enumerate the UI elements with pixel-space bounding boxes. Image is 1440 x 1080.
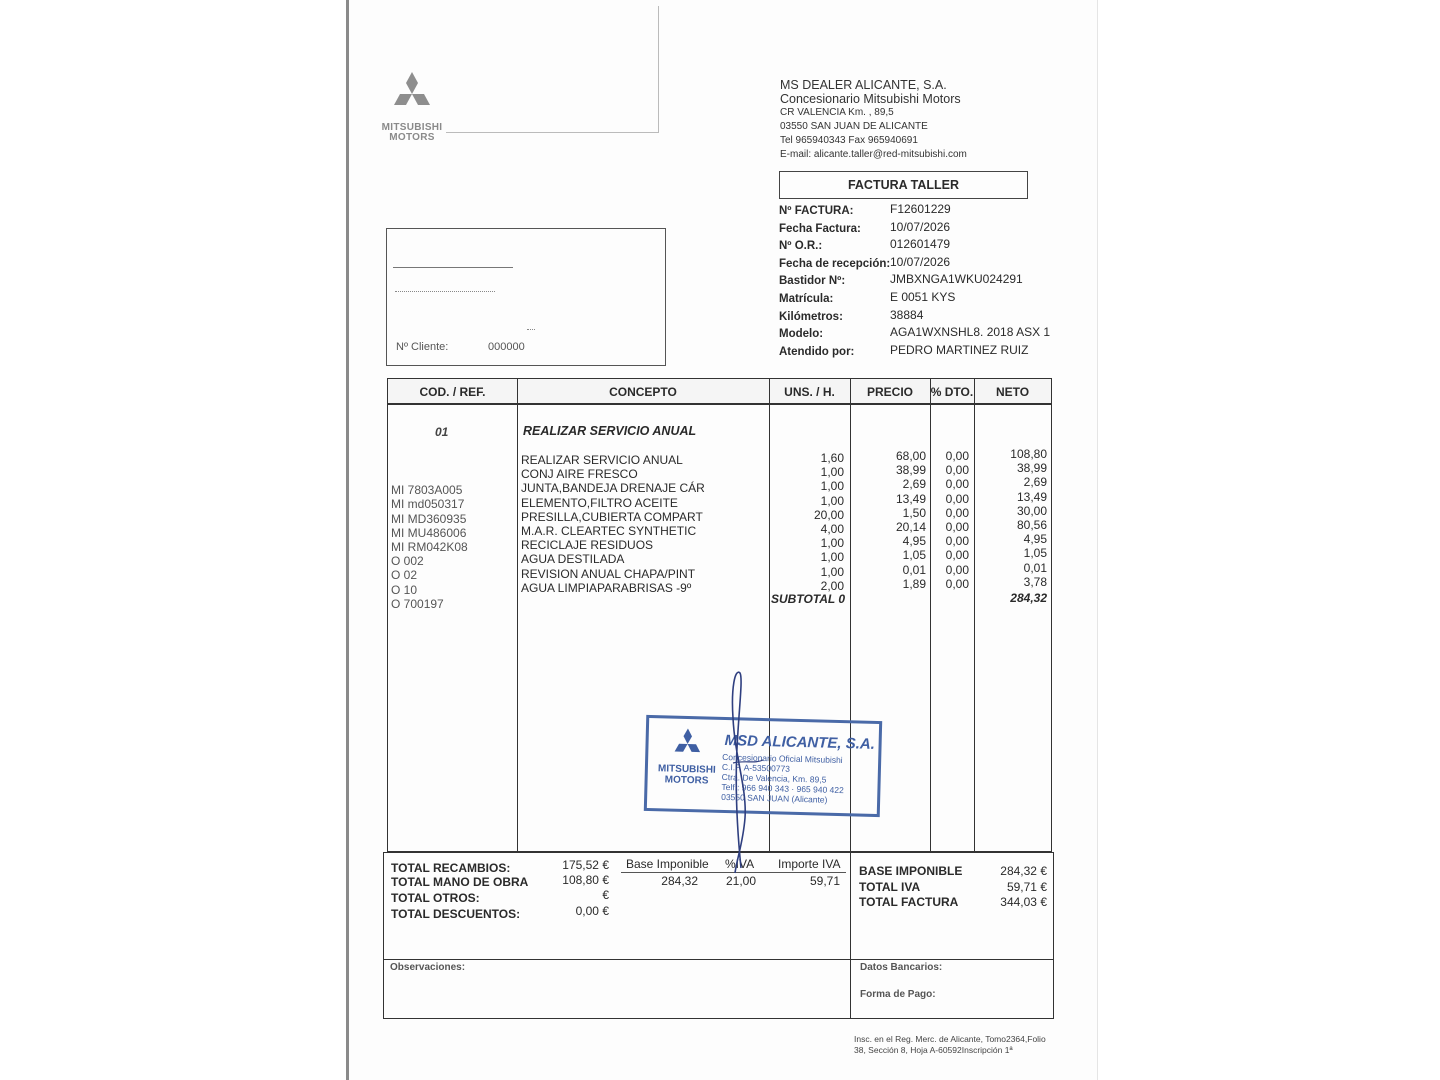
row-net: 1,05 (1023, 546, 1047, 561)
row-net: 108,80 (1010, 447, 1047, 461)
row-net: 4,95 (1023, 532, 1047, 547)
row-units: 2,00 (820, 578, 844, 593)
vat-base-value: 284,32 (661, 874, 698, 888)
row-dto: 0,00 (945, 491, 969, 506)
redacted-client-line (393, 267, 513, 276)
section-title: REALIZAR SERVICIO ANUAL (523, 424, 697, 438)
mitsubishi-diamonds-icon (384, 70, 440, 118)
dealer-name: MS DEALER ALICANTE, S.A. (780, 78, 947, 92)
total-descuentos-value: 0,00 € (575, 904, 609, 918)
vat-pct-header: %IVA (725, 857, 755, 871)
row-concept: PRESILLA,CUBIERTA COMPART (521, 509, 703, 524)
total-mano-obra-value: 108,80 € (562, 873, 609, 887)
stamp-logo (653, 726, 721, 787)
stamp-diamonds-icon (667, 726, 708, 761)
vat-pct-value: 21,00 (725, 874, 756, 888)
row-ref: MI 7803A005 (391, 483, 463, 498)
base-imponible-value: 284,32 € (1000, 864, 1047, 878)
row-ref: MI MD360935 (391, 511, 467, 526)
stamp-line3: Ctra. De Valencia, Km. 89,5 (721, 771, 827, 785)
meta-label: Modelo: (779, 328, 824, 341)
meta-value: 10/07/2026 (890, 219, 951, 234)
vat-amount-value: 59,71 (809, 874, 840, 888)
redacted-client-line (527, 329, 535, 334)
meta-value: AGA1WXNSHL8. 2018 ASX 1 (890, 325, 1051, 340)
total-factura-value: 344,03 € (1000, 895, 1047, 909)
stamp-logo-line2: MOTORS (664, 774, 709, 787)
header-discount: % DTO. (930, 385, 974, 399)
stamp-line2: C.I.F. A-53500773 (721, 761, 791, 774)
dealer-city: 03550 SAN JUAN DE ALICANTE (780, 121, 928, 132)
row-dto: 0,00 (945, 576, 969, 591)
row-net: 0,01 (1023, 560, 1047, 575)
row-net: 3,78 (1023, 574, 1047, 589)
meta-label: Kilómetros: (779, 310, 843, 323)
meta-value: E 0051 KYS (890, 289, 956, 304)
doc-title: FACTURA TALLER (779, 171, 1028, 199)
meta-label: Fecha de recepción: (779, 257, 891, 270)
row-ref: O 700197 (391, 596, 444, 611)
forma-pago-label: Forma de Pago: (860, 989, 936, 1000)
logo-text-line2: MOTORS (389, 132, 435, 143)
row-dto: 0,00 (945, 463, 969, 478)
row-dto: 0,00 (945, 562, 969, 577)
dealer-email: E-mail: alicante.taller@red-mitsubishi.com (780, 149, 967, 160)
address-window-frame (446, 6, 659, 133)
observaciones-label: Observaciones: (390, 962, 466, 973)
dealer-address: CR VALENCIA Km. , 89,5 (780, 107, 894, 118)
total-recambios-value: 175,52 € (562, 858, 609, 872)
row-ref: O 10 (391, 582, 418, 597)
total-otros-label: TOTAL OTROS: (391, 891, 480, 905)
client-number-label: Nº Cliente: (396, 341, 449, 353)
row-dto: 0,00 (945, 449, 969, 463)
total-mano-obra-label: TOTAL MANO DE OBRA (391, 875, 529, 889)
row-units: 1,00 (820, 493, 844, 508)
total-recambios-label: TOTAL RECAMBIOS: (391, 861, 511, 875)
footer-box (383, 958, 1054, 1019)
row-dto: 0,00 (945, 477, 969, 492)
row-units: 1,60 (820, 451, 844, 465)
row-price: 4,95 (902, 534, 926, 549)
header-units: UNS. / H. (784, 385, 835, 399)
stamp-logo-line1: MITSUBISHI (657, 763, 716, 776)
row-price: 13,49 (895, 491, 926, 506)
row-dto: 0,00 (945, 505, 969, 520)
dealer-phones: Tel 965940343 Fax 965940691 (780, 135, 918, 146)
row-net: 38,99 (1016, 461, 1047, 476)
row-ref: O 02 (391, 568, 418, 583)
meta-value: 10/07/2026 (890, 254, 951, 269)
registry-line2: 38, Sección 8, Hoja A-60592Inscripción 1ª (854, 1045, 1013, 1055)
column-divider (517, 379, 518, 851)
meta-label: Nº O.R.: (779, 240, 823, 253)
meta-value: PEDRO MARTINEZ RUIZ (890, 342, 1029, 357)
logo-text-line1: MITSUBISHI (381, 122, 443, 133)
totals-divider (850, 853, 851, 959)
meta-value: 38884 (890, 307, 924, 322)
total-iva-label: TOTAL IVA (859, 880, 921, 894)
row-price: 1,05 (902, 548, 926, 563)
base-imponible-label: BASE IMPONIBLE (859, 864, 963, 878)
stamp-line4: Telf.: 966 940 343 · 965 940 422 (721, 781, 844, 796)
row-ref: O 002 (391, 554, 424, 569)
header-concept: CONCEPTO (609, 385, 677, 399)
row-net: 2,69 (1023, 475, 1047, 490)
row-ref: MI md050317 (391, 497, 465, 512)
row-units: 1,00 (820, 564, 844, 579)
mitsubishi-logo (378, 70, 446, 143)
redacted-client-line (395, 291, 495, 300)
meta-label: Nº FACTURA: (779, 205, 854, 217)
client-number-value: 000000 (488, 341, 525, 353)
total-descuentos-label: TOTAL DESCUENTOS: (391, 907, 521, 921)
meta-value: F12601229 (890, 202, 951, 216)
meta-value: 012601479 (890, 237, 951, 252)
row-concept: AGUA DESTILADA (521, 552, 625, 567)
row-ref: MI MU486006 (391, 525, 467, 540)
row-ref: MI RM042K08 (391, 540, 468, 554)
row-units: 1,00 (820, 465, 844, 480)
dealer-info (780, 78, 967, 162)
registry-note (854, 1034, 1046, 1056)
row-price: 1,89 (902, 576, 926, 591)
row-units: 1,00 (820, 550, 844, 565)
signature (715, 668, 775, 878)
row-net: 80,56 (1016, 518, 1047, 532)
row-units: 20,00 (813, 507, 844, 522)
row-concept: AGUA LIMPIAPARABRISAS -9º (521, 580, 692, 595)
meta-label: Matrícula: (779, 292, 834, 305)
datos-bancarios-label: Datos Bancarios: (860, 962, 943, 973)
stamp-title: MSD ALICANTE, S.A. (724, 731, 876, 753)
row-price: 2,69 (902, 477, 926, 492)
header-price: PRECIO (866, 385, 913, 399)
row-concept: ELEMENTO,FILTRO ACEITE (521, 495, 678, 510)
row-concept: RECICLAJE RESIDUOS (521, 538, 654, 553)
total-otros-value: € (602, 888, 609, 902)
meta-label: Fecha Factura: (779, 222, 861, 235)
header-ref: COD. / REF. (419, 385, 486, 399)
row-concept: JUNTA,BANDEJA DRENAJE CÁR (521, 481, 705, 496)
subtotal-value: 284,32 (1010, 591, 1047, 605)
footer-divider (850, 958, 851, 1018)
row-price: 20,14 (895, 520, 926, 534)
column-divider (930, 379, 931, 851)
table-header (388, 379, 1051, 405)
row-price: 1,50 (902, 505, 926, 520)
row-concept: M.A.R. CLEARTEC SYNTHETIC (521, 524, 697, 538)
section-code: 01 (435, 425, 449, 439)
dealer-subtitle: Concesionario Mitsubishi Motors (780, 92, 961, 106)
row-price: 38,99 (895, 463, 926, 478)
vat-amount-header: Importe IVA (778, 857, 841, 871)
total-iva-value: 59,71 € (1006, 880, 1047, 894)
row-units: 4,00 (820, 522, 844, 536)
row-dto: 0,00 (945, 534, 969, 549)
row-concept: REVISION ANUAL CHAPA/PINT (521, 566, 696, 581)
row-dto: 0,00 (945, 548, 969, 563)
meta-label: Atendido por: (779, 345, 855, 358)
header-net: NETO (995, 385, 1030, 399)
row-price: 68,00 (895, 449, 926, 463)
row-concept: CONJ AIRE FRESCO (521, 467, 638, 482)
total-factura-label: TOTAL FACTURA (859, 895, 959, 909)
stamp-line1: Concesionario Oficial Mitsubishi (722, 751, 843, 766)
row-net: 30,00 (1016, 503, 1047, 518)
row-net: 13,49 (1016, 489, 1047, 504)
row-dto: 0,00 (945, 520, 969, 534)
row-units: 1,00 (820, 479, 844, 494)
row-price: 0,01 (902, 562, 926, 577)
subtotal-label: SUBTOTAL 0 (771, 592, 846, 606)
client-box (386, 228, 666, 366)
meta-value: JMBXNGA1WKU024291 (890, 272, 1023, 287)
row-concept: REALIZAR SERVICIO ANUAL (521, 453, 683, 467)
registry-line1: Insc. en el Reg. Merc. de Alicante, Tomo2364,Folio (854, 1034, 1046, 1044)
row-units: 1,00 (820, 536, 844, 551)
stamp-line5: 03550 SAN JUAN (Alicante) (721, 791, 828, 805)
meta-label: Bastidor Nº: (779, 275, 846, 288)
vat-base-header: Base Imponible (626, 857, 709, 871)
